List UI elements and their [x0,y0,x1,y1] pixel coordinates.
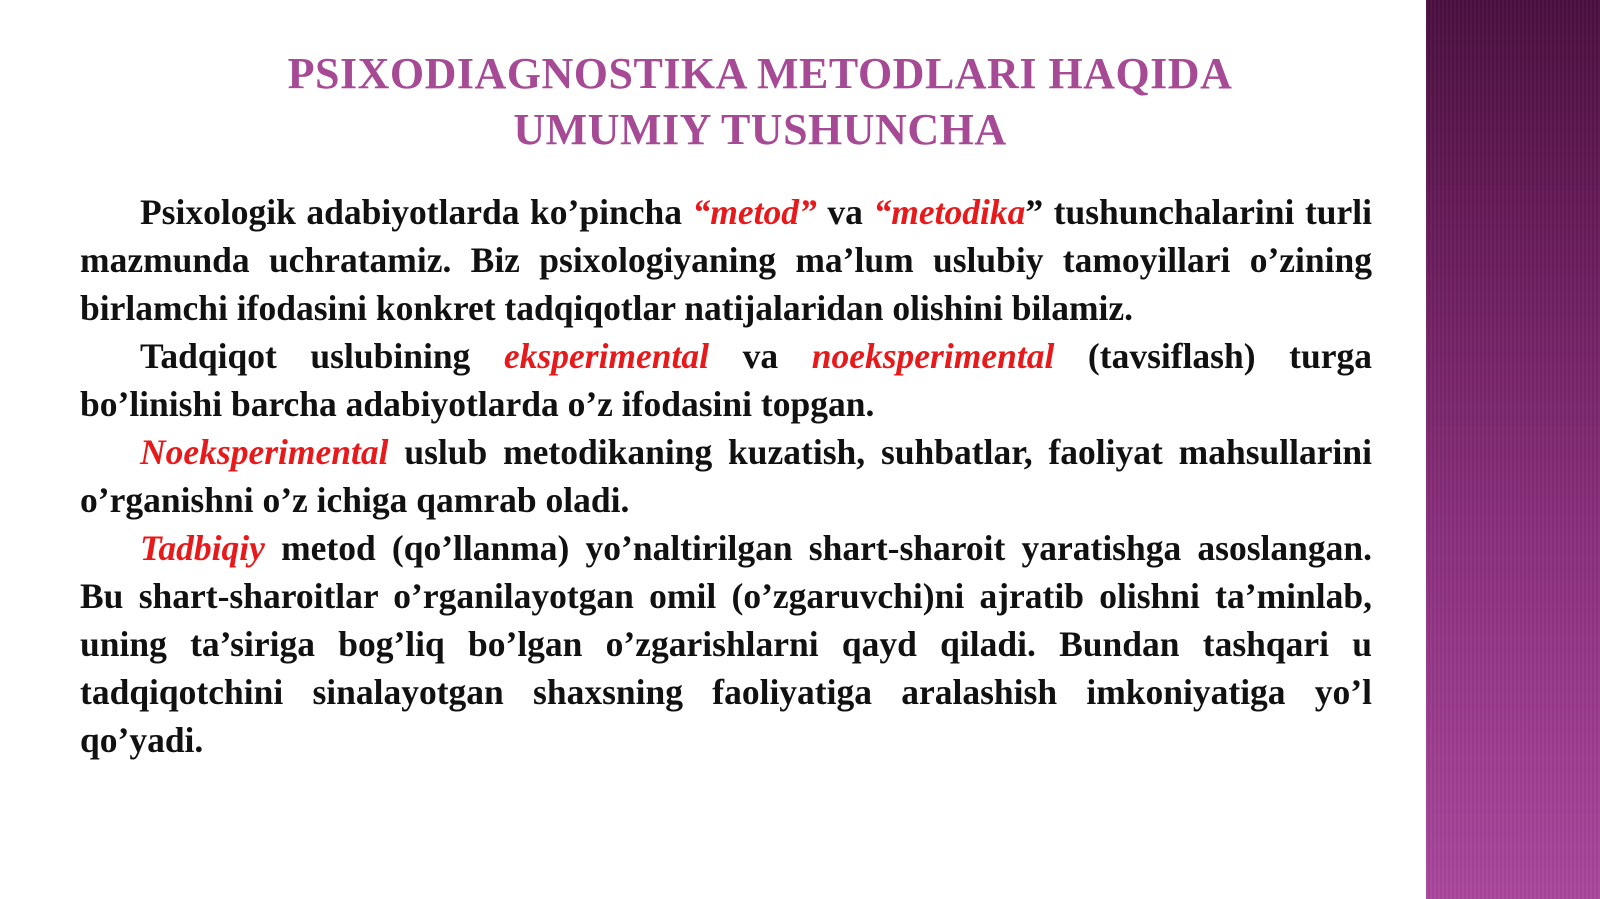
paragraph-4 [80,524,1372,764]
p2-text-2: va [709,336,812,376]
p1-text-3: ” tushunchalarini turli mazmunda uchratamiz. Biz psixologiyaning ma’lum uslubiy tamoyillari o’zining birlamchi ifodasini konkret tadqiqotlar natijalaridan olishini bilamiz. [80,192,1372,328]
p2-text-1: Tadqiqot uslubining [140,336,504,376]
slide-title [80,46,1440,158]
title-line-2: UMUMIY TUSHUNCHA [513,105,1007,154]
p1-highlight-metod: “metod” [692,192,817,232]
p3-text-1: uslub metodikaning kuzatish, suhbatlar, faoliyat mahsullarini o’rganishni o’z ichiga qamrab oladi. [80,432,1372,520]
p3-highlight-noeksperimental: Noeksperimental [140,432,389,472]
p4-text-1: metod (qo’llanma) yo’naltirilgan shart-sharoit yaratishga asoslangan. Bu shart-sharoitlar o’rganilayotgan omil (o’zgaruvchi)ni ajratib olishni ta’minlab, uning ta’siriga bog’liq bo’lgan o’zgarishlarni qayd qiladi. Bundan tashqari u tadqiqotchini sinalayotgan shaxsning faoliyatiga aralashish imkoniyatiga yo’l qo’yadi. [80,528,1372,760]
p2-highlight-noeksperimental: noeksperimental [811,336,1055,376]
p1-text-2: va [816,192,874,232]
p1-highlight-metodika: “metodika [873,192,1026,232]
p1-text-1: Psixologik adabiyotlarda ko’pincha [140,192,693,232]
title-line-1: PSIXODIAGNOSTIKA METODLARI HAQIDA [287,49,1233,98]
slide-body [80,188,1372,764]
decorative-side-band [1426,0,1600,899]
p2-text-3: (tavsiflash) turga bo’linishi barcha adabiyotlarda o’z ifodasini topgan. [80,336,1372,424]
paragraph-3 [80,428,1372,524]
paragraph-1 [80,188,1372,332]
paragraph-2 [80,332,1372,428]
p4-highlight-tadbiqiy: Tadbiqiy [140,528,265,568]
p2-highlight-eksperimental: eksperimental [503,336,710,376]
